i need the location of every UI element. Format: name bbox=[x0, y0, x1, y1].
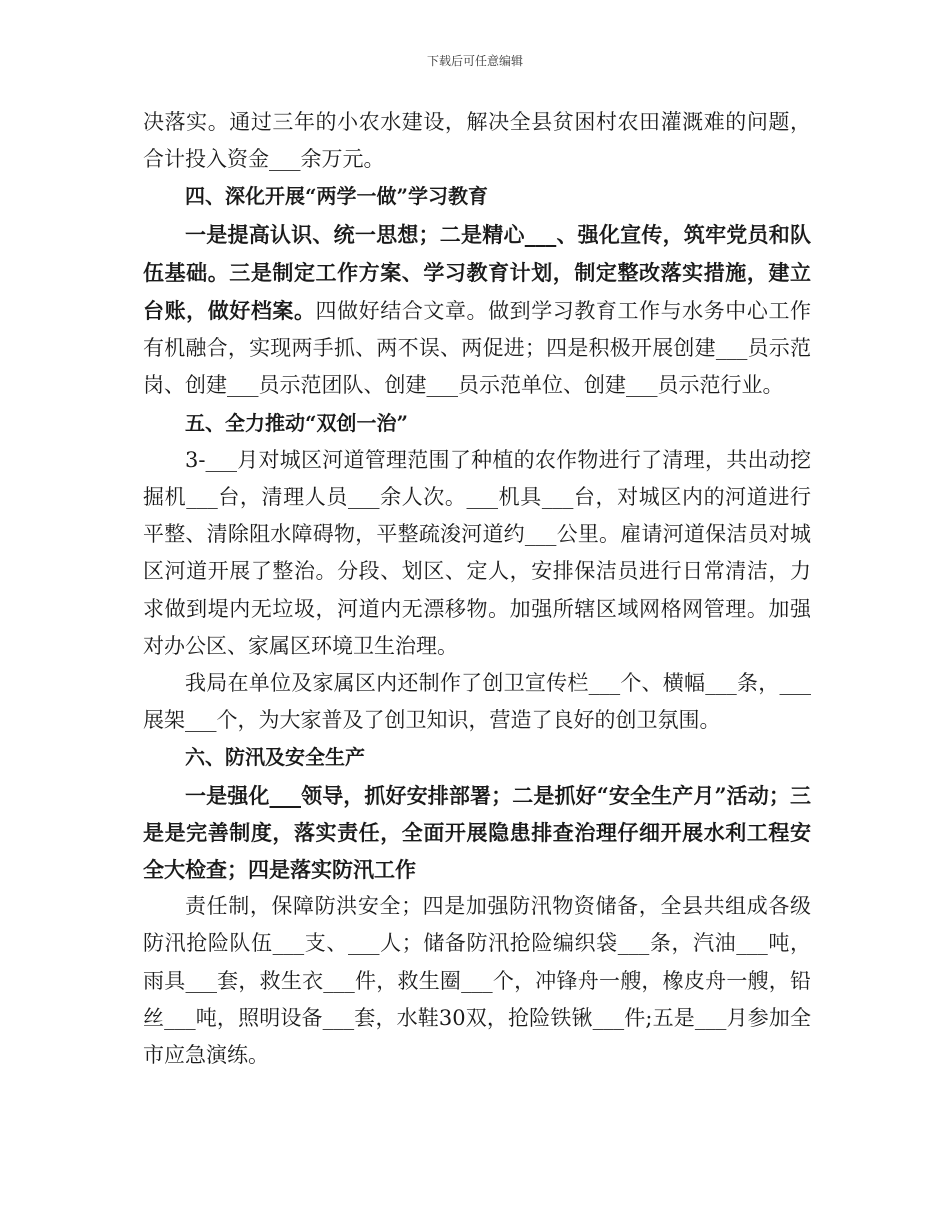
paragraph-publicity: 我局在单位及家属区内还制作了创卫宣传栏___个、横幅___条，___展架___个，为大家普及了创卫知识，营造了良好的创卫氛围。 bbox=[143, 671, 811, 733]
paragraph-study-education bbox=[143, 216, 811, 405]
section-heading-6: 六、防汛及安全生产 bbox=[185, 745, 365, 770]
normal-text: 四做好结合文章。做到学习教育工作与水务中心工作有机融合，实现两手抓、两不误、两促进；四是积极开展创建___员示范岗、创建___员示范团队、创建___员示范单位、创建___员示范行业。 bbox=[143, 299, 812, 398]
section-heading-4: 四、深化开展“两学一做”学习教育 bbox=[185, 184, 489, 209]
paragraph-safety-bold: 一是强化___领导，抓好安排部署；二是抓好“安全生产月”活动；三是是完善制度，落实责任，全面开展隐患排查治理仔细开展水利工程安全大检查；四是落实防汛工作 bbox=[143, 782, 811, 883]
paragraph-river-cleanup: 3-___月对城区河道管理范围了种植的农作物进行了清理，共出动挖掘机___台，清理人员___余人次。___机具___台，对城区内的河道进行平整、清除阻水障碍物，平整疏浚河道约___公里。雇请河道保洁员对城区河道开展了整治。分段、划区、定人，安排保洁员进行日常清洁，力求做到堤内无垃圾，河道内无漂移物。加强所辖区域网格网管理。加强对办公区、家属区环境卫生治理。 bbox=[143, 447, 811, 658]
paragraph-flood-supplies: 责任制，保障防洪安全；四是加强防汛物资储备，全县共组成各级防汛抢险队伍___支、___人；储备防汛抢险编织袋___条，汽油___吨，雨具___套，救生衣___件，救生圈___个，冲锋舟一艘，橡皮舟一艘，铅丝___吨，照明设备___套，水鞋30双，抢险铁锹___件;五是___月参加全市应急演练。 bbox=[143, 894, 811, 1068]
page-header: 下载后可任意编辑 bbox=[426, 54, 523, 68]
document-body bbox=[143, 104, 811, 1074]
section-heading-5: 五、全力推动“双创一治” bbox=[185, 410, 409, 435]
paragraph-continuation: 决落实。通过三年的小农水建设，解决全县贫困村农田灌溉难的问题，合计投入资金___余万元。 bbox=[143, 110, 811, 172]
bold-text: 一是提高认识、统一思想；二是精心___、强化宣传，筑牢党员和队伍基础。三是制定工作方案、学习教育计划，制定整改落实措施，建立台账，做好档案。 bbox=[143, 221, 811, 324]
